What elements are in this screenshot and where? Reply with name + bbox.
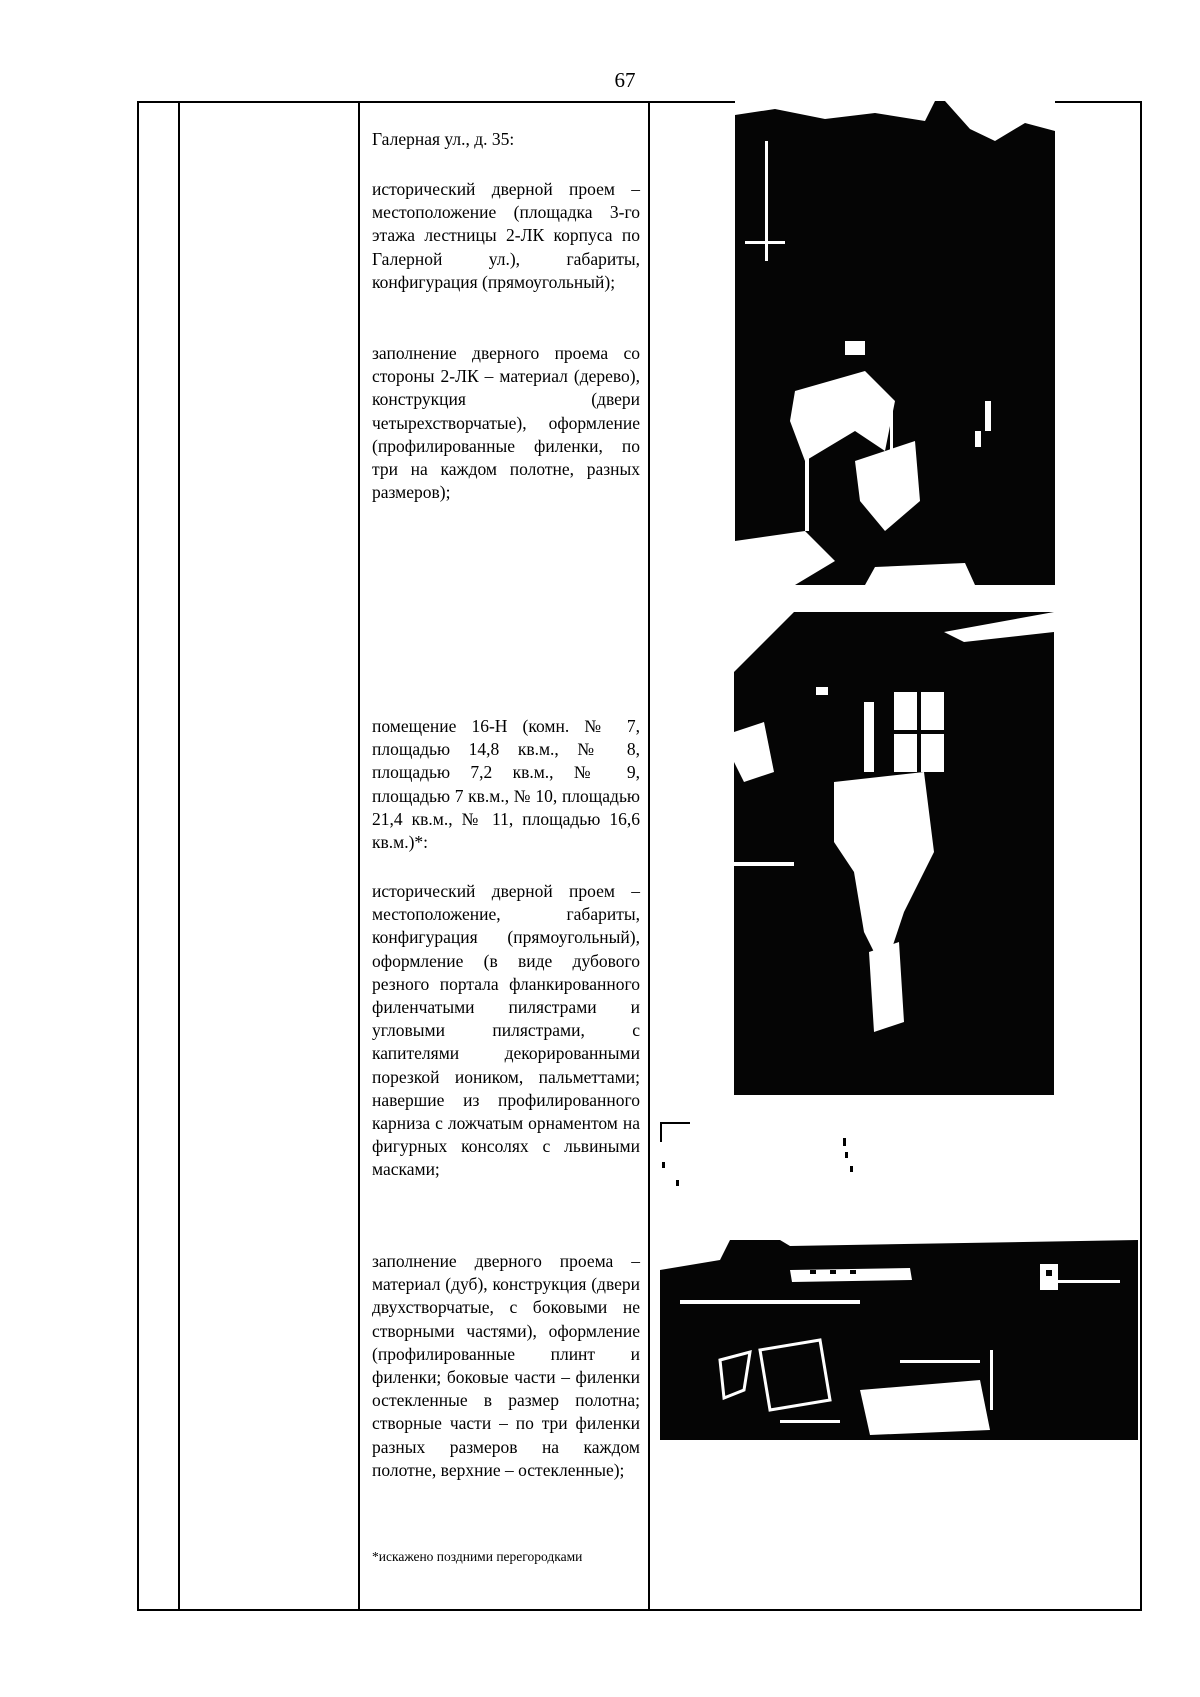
- scan-mark: [845, 1152, 848, 1158]
- photo-portal-window-image: [734, 612, 1054, 1095]
- photo-door-cornice: [660, 1240, 1138, 1440]
- scan-mark: [662, 1162, 665, 1168]
- photo-stair-doorway-image: [735, 101, 1055, 585]
- entry-door-fill-oak: [372, 1250, 640, 1482]
- photo-portal-window: [734, 612, 1054, 1095]
- scan-mark: [660, 1122, 690, 1124]
- photo-stair-doorway: [735, 101, 1055, 585]
- footnote: [372, 1548, 640, 1566]
- entry-room-16n: [372, 715, 640, 854]
- table-column-divider-3: [648, 101, 650, 1611]
- entry-room-16n-text: помещение 16-Н (комн. № 7, площадью 14,8 кв.м., № 8, площадью 7,2 кв.м., № 9, площадью 7 кв.м., № 10, площадью 21,4 кв.м., № 11, площадью 16,6 кв.м.)*:: [372, 716, 640, 853]
- entry-doorway-stairs-text: исторический дверной проем – местоположение (площадка 3-го этажа лестницы 2-ЛК корпуса по Галерной ул.), габариты, конфигурация (прямоугольный);: [372, 179, 640, 292]
- scan-mark: [676, 1180, 679, 1186]
- entry-doorway-portal: [372, 880, 640, 1182]
- scan-mark: [660, 1122, 662, 1142]
- table-column-divider-1: [178, 101, 180, 1611]
- scan-mark: [850, 1166, 853, 1172]
- entry-doorway-portal-text: исторический дверной проем – местоположение, габариты, конфигурация (прямоугольный), оформление (в виде дубового резного портала фланкированного филенчатыми пилястрами и угловыми пилястрами, с капителями декорированными порезкой иоником, пальметтами; навершие из профилированного карниза с ложчатым орнаментом на фигурных консолях с львиными масками;: [372, 881, 640, 1180]
- entry-door-fill-stairs: [372, 342, 640, 504]
- page-number: 67: [614, 68, 636, 92]
- table-column-divider-2: [358, 101, 360, 1611]
- entry-door-fill-stairs-text: заполнение дверного проема со стороны 2-ЛК – материал (дерево), конструкция (двери четырехстворчатые), оформление (профилированные филенки, по три на каждом полотне, разных размеров);: [372, 343, 640, 503]
- footnote-text: *искажено поздними перегородками: [372, 1549, 583, 1564]
- entry-doorway-stairs: [372, 178, 640, 294]
- address-heading: [372, 128, 640, 151]
- scan-mark: [843, 1138, 846, 1146]
- entry-door-fill-oak-text: заполнение дверного проема – материал (дуб), конструкция (двери двухстворчатые, с боковыми не створными частями), оформление (профилированные плинт и филенки; боковые части – филенки остекленные в размер полотна; створные части – по три филенки разных размеров на каждом полотне, верхние – остекленные);: [372, 1251, 640, 1480]
- address-text: Галерная ул., д. 35:: [372, 129, 515, 149]
- photo-door-cornice-image: [660, 1240, 1138, 1440]
